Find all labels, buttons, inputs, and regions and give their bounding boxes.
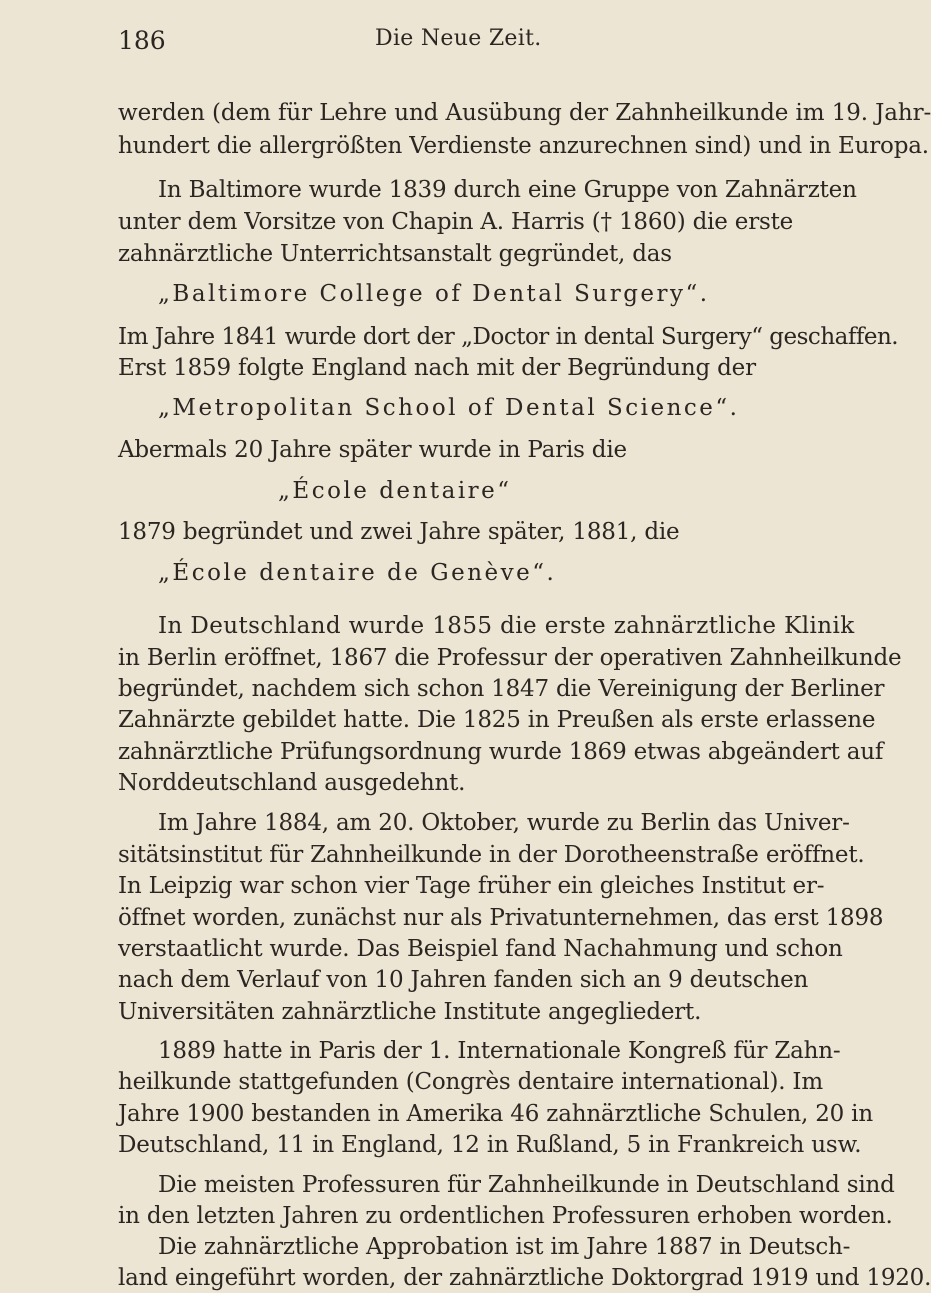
body-line: heilkunde stattgefunden (Congrès dentaire international). Im [118, 1069, 823, 1095]
institution-name: „Baltimore College of Dental Surgery“. [158, 281, 710, 307]
body-line: begründet, nachdem sich schon 1847 die Vereinigung der Berliner [118, 676, 885, 702]
body-line: Jahre 1900 bestanden in Amerika 46 zahnärztliche Schulen, 20 in [118, 1101, 873, 1127]
institution-name: „Metropolitan School of Dental Science“. [158, 395, 740, 421]
body-line: In Deutschland wurde 1855 die erste zahnärztliche Klinik [158, 613, 855, 639]
body-line: Im Jahre 1841 wurde dort der „Doctor in dental Surgery“ geschaffen. [118, 324, 899, 350]
institution-name: „École dentaire de Genève“. [158, 560, 557, 586]
running-title: Die Neue Zeit. [375, 26, 542, 51]
body-line: 1889 hatte in Paris der 1. Internationale Kongreß für Zahn- [158, 1038, 841, 1064]
body-line: Deutschland, 11 in England, 12 in Rußland, 5 in Frankreich usw. [118, 1132, 862, 1158]
body-line: Abermals 20 Jahre später wurde in Paris die [118, 437, 627, 463]
body-line: Die zahnärztliche Approbation ist im Jahre 1887 in Deutsch- [158, 1234, 851, 1260]
body-line: In Leipzig war schon vier Tage früher ein gleiches Institut er- [118, 873, 825, 899]
body-line: Die meisten Professuren für Zahnheilkunde in Deutschland sind [158, 1172, 895, 1198]
body-line: hundert die allergrößten Verdienste anzurechnen sind) und in Europa. [118, 133, 929, 159]
body-line: werden (dem für Lehre und Ausübung der Zahnheilkunde im 19. Jahr- [118, 100, 931, 126]
body-line: öffnet worden, zunächst nur als Privatunternehmen, das erst 1898 [118, 905, 884, 931]
body-line: 1879 begründet und zwei Jahre später, 1881, die [118, 519, 680, 545]
body-line: Zahnärzte gebildet hatte. Die 1825 in Preußen als erste erlassene [118, 707, 876, 733]
page-number: 186 [118, 26, 166, 55]
institution-name: „École dentaire“ [278, 478, 512, 504]
body-line: Universitäten zahnärztliche Institute angegliedert. [118, 999, 702, 1025]
body-line: verstaatlicht wurde. Das Beispiel fand Nachahmung und schon [118, 936, 843, 962]
body-line: sitätsinstitut für Zahnheilkunde in der Dorotheenstraße eröffnet. [118, 842, 865, 868]
body-line: unter dem Vorsitze von Chapin A. Harris († 1860) die erste [118, 209, 794, 235]
body-line: zahnärztliche Prüfungsordnung wurde 1869 etwas abgeändert auf [118, 739, 884, 765]
body-line: in Berlin eröffnet, 1867 die Professur der operativen Zahnheilkunde [118, 645, 902, 671]
body-line: zahnärztliche Unterrichtsanstalt gegründet, das [118, 241, 672, 267]
body-line: Norddeutschland ausgedehnt. [118, 770, 466, 796]
body-line: Im Jahre 1884, am 20. Oktober, wurde zu Berlin das Univer- [158, 810, 850, 836]
body-line: land eingeführt worden, der zahnärztliche Doktorgrad 1919 und 1920. [118, 1265, 931, 1291]
body-line: nach dem Verlauf von 10 Jahren fanden sich an 9 deutschen [118, 967, 809, 993]
page-header [0, 14, 800, 58]
body-line: In Baltimore wurde 1839 durch eine Gruppe von Zahnärzten [158, 177, 857, 203]
body-line: in den letzten Jahren zu ordentlichen Professuren erhoben worden. [118, 1203, 893, 1229]
body-line: Erst 1859 folgte England nach mit der Begründung der [118, 355, 756, 381]
